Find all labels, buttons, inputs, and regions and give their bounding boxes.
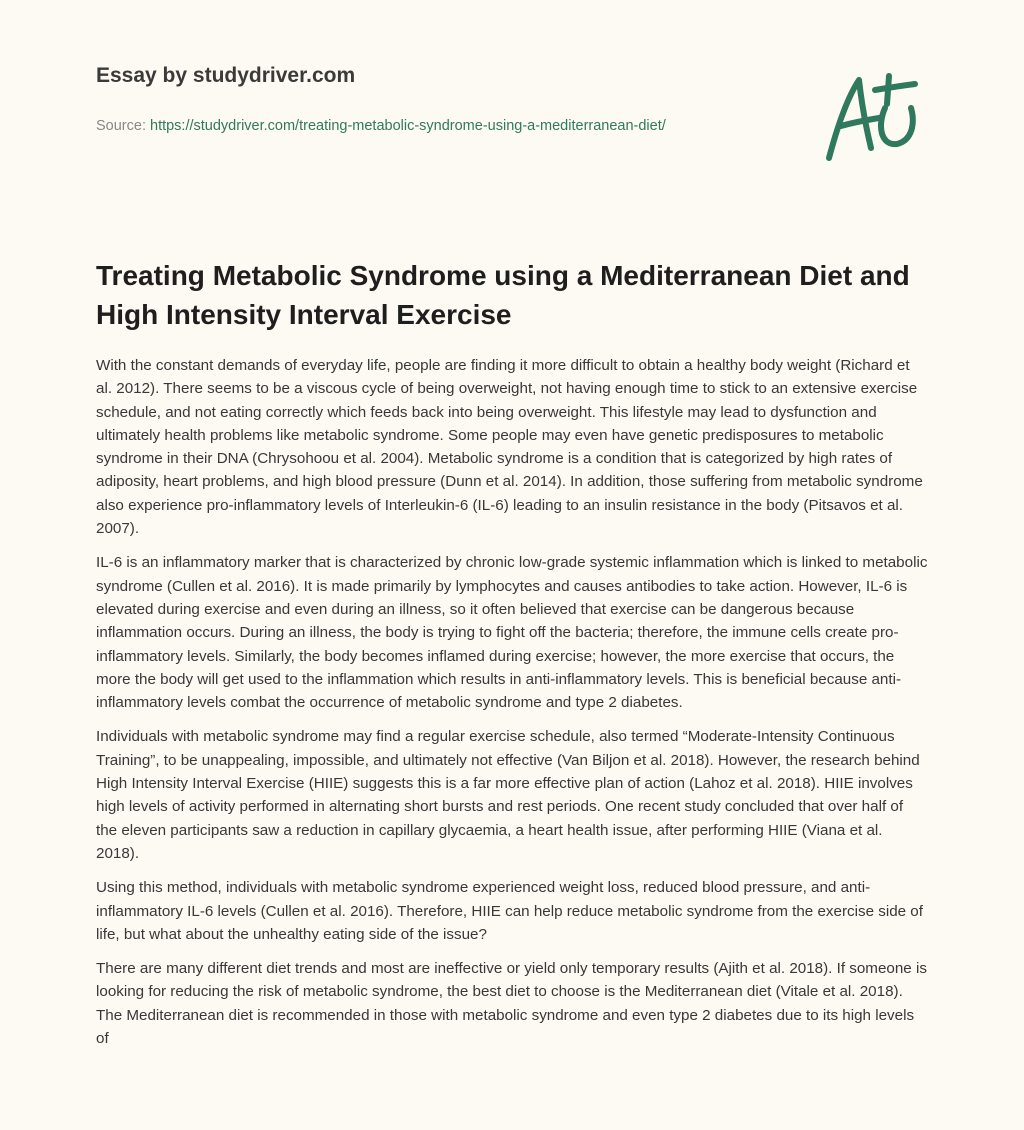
paragraph: Using this method, individuals with metabolic syndrome experienced weight loss, reduced blood pressure, and anti-inflammatory IL-6 levels (Cullen et al. 2016). Therefore, HIIE can help reduce metabolic syndrome from the exercise side of life, but what about the unhealthy eating side of the issue? [96, 879, 923, 943]
source-link[interactable]: https://studydriver.com/treating-metabolic-syndrome-using-a-mediterranean-diet/ [150, 118, 666, 134]
a-plus-logo-icon [815, 68, 935, 168]
site-brand: Essay by studydriver.com [96, 64, 356, 87]
paragraph: There are many different diet trends and most are ineffective or yield only temporary results (Ajith et al. 2018). If someone is looking for reducing the risk of metabolic syndrome, the best diet to choose is the Mediterranean diet (Vitale et al. 2018). The Mediterranean diet is recommended in those with metabolic syndrome and even type 2 diabetes due to its high levels of [96, 960, 927, 1048]
paragraph: With the constant demands of everyday life, people are finding it more difficult to obtain a healthy body weight (Richard et al. 2012). There seems to be a viscous cycle of being overweight, not having enough time to stick to an extensive exercise schedule, and not eating correctly which feeds back into being overweight. This lifestyle may lead to dysfunction and ultimately health problems like metabolic syndrome. Some people may even have genetic predisposures to metabolic syndrome in their DNA (Chrysohoou et al. 2004). Metabolic syndrome is a condition that is categorized by high rates of adiposity, heart problems, and high blood pressure (Dunn et al. 2014). In addition, those suffering from metabolic syndrome also experience pro-inflammatory levels of Interleukin-6 (IL-6) leading to an insulin resistance in the body (Pitsavos et al. 2007). [96, 357, 923, 538]
paragraph: Individuals with metabolic syndrome may find a regular exercise schedule, also termed “Moderate-Intensity Continuous Training”, to be unappealing, impossible, and ultimately not effective (Van Biljon et al. 2018). However, the research behind High Intensity Interval Exercise (HIIE) suggests this is a far more effective plan of action (Lahoz et al. 2018). HIIE involves high levels of activity performed in alternating short bursts and rest periods. One recent study concluded that over half of the eleven participants saw a reduction in capillary glycaemia, a heart health issue, after performing HIIE (Viana et al. 2018). [96, 728, 920, 862]
article-title: Treating Metabolic Syndrome using a Mediterranean Diet and High Intensity Interval Exercise [96, 260, 910, 330]
source-line [96, 114, 736, 138]
source-label: Source: [96, 118, 150, 134]
article-body [96, 354, 928, 1061]
paragraph: IL-6 is an inflammatory marker that is characterized by chronic low-grade systemic inflammation which is linked to metabolic syndrome (Cullen et al. 2016). It is made primarily by lymphocytes and causes antibodies to take action. However, IL-6 is elevated during exercise and even during an illness, so it often believed that exercise can be dangerous because inflammation occurs. During an illness, the body is trying to fight off the bacteria; therefore, the immune cells create pro-inflammatory levels. Similarly, the body becomes inflamed during exercise; however, the more exercise that occurs, the more the body will get used to the inflammation which results in anti-inflammatory levels. This is beneficial because anti-inflammatory levels combat the occurrence of metabolic syndrome and type 2 diabetes. [96, 554, 928, 712]
